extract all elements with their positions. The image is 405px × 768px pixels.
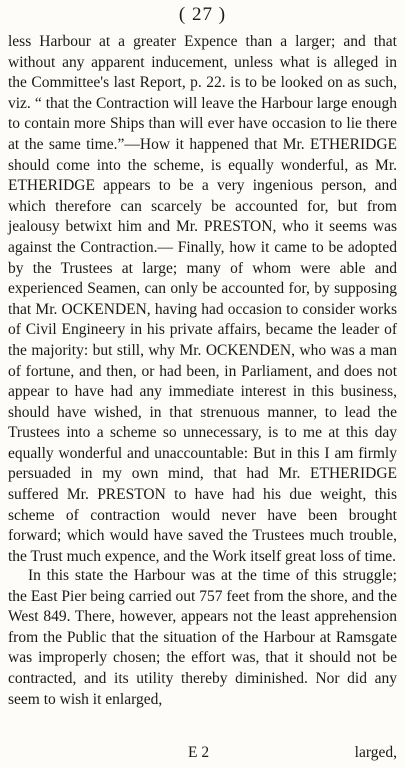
signature-mark: E 2: [188, 744, 210, 761]
catchword: larged,: [354, 744, 397, 761]
page-footer: [8, 744, 397, 764]
page-number: ( 27 ): [178, 4, 227, 25]
body-paragraph-2: In this state the Harbour was at the time of this struggle; the East Pier being carried out 757 feet from the shore, and the West 849. There, however, appears not the least apprehension from the Public that the situation of the Harbour at Ramsgate was improperly chosen; the effort was, that it should not be contracted, and its utility thereby diminished. Nor did any seem to wish it enlarged,: [8, 567, 397, 708]
body-paragraph-1: less Harbour at a greater Expence than a larger; and that without any apparent inducement, unless what is alleged in the Committee's last Report, p. 22. is to be looked on as such, viz. “ that the Contraction will leave the Harbour large enough to contain more Ships than will ever have occasion to lie there at the same time.”—How it happened that Mr. ETHERIDGE should come into the scheme, is equally wonderful, as Mr. ETHERIDGE appears to be a very ingenious person, and which therefore can scarcely be accounted for, but from jealousy betwixt him and Mr. PRESTON, who it seems was against the Contraction.— Finally, how it came to be adopted by the Trustees at large; many of whom were able and experienced Seamen, can only be accounted for, by supposing that Mr. OCKENDEN, having had occasion to consider works of Civil Engineery in his private affairs, became the leader of the majority: but still, why Mr. OCKENDEN, who was a man of fortune, and then, or had been, in Parliament, and does not appear to have had any immediate interest in this business, should have wished, in that strenuous manner, to lead the Trustees into a scheme so unnecessary, is to me at this day equally wonderful and unaccountable: But in this I am firmly persuaded in my own mind, that had Mr. ETHERIDGE suffered Mr. PRESTON to have had his due weight, this scheme of contraction would never have been brought forward; which would have saved the Trustees much trouble, the Trust much expence, and the Work itself great loss of time.: [8, 33, 397, 565]
